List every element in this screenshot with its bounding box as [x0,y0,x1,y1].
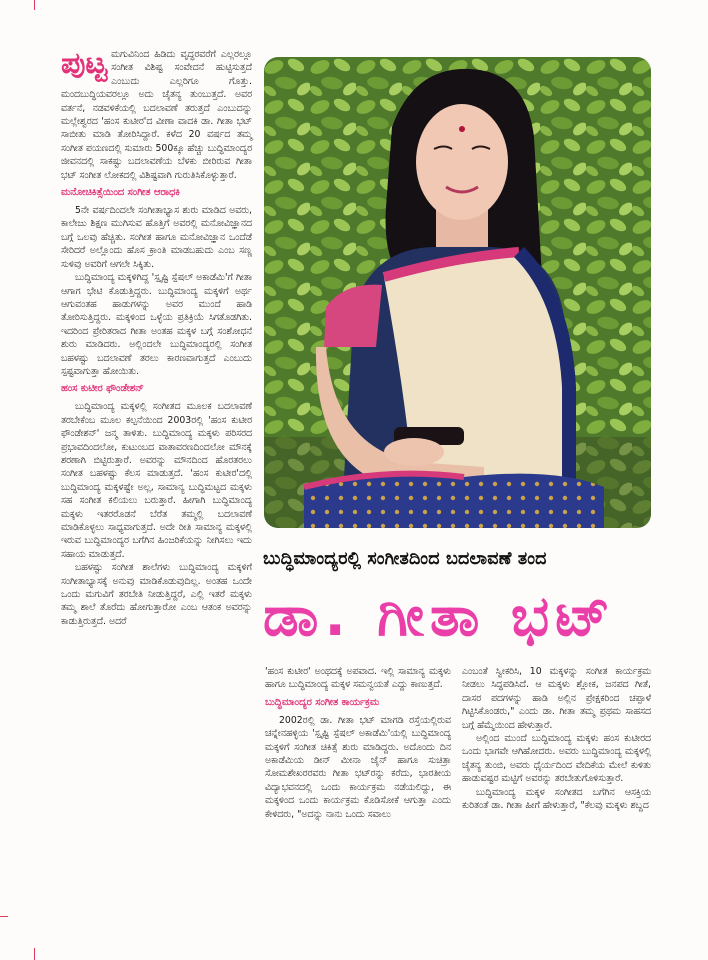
left-column [61,48,252,628]
dropcap: ಪುಟ್ಟ [61,46,108,81]
right-column [462,665,651,812]
right-paragraph-3: ಬುದ್ಧಿಮಾಂದ್ಯ ಮಕ್ಕಳ ಸಂಗೀತದ ಬಗೆಗಿನ ಆಸಕ್ತಿಯ ಕುರಿತಂತೆ ಡಾ. ಗೀತಾ ಹೀಗೆ ಹೇಳುತ್ತಾರೆ, "ಕೆಲವು ಮಕ್ಕಳು ಶಬ್ದದ [462,786,651,812]
middle-column [265,665,451,821]
crop-mark-top [34,0,35,10]
paragraph-3: ಬುದ್ಧಿಮಾಂದ್ಯ ಮಕ್ಕಳಿಗಿದ್ದ 'ಸ್ಪೃಷ್ಟಿ ಸ್ಪೆಷಲ್ ಅಕಾಡೆಮಿ'ಗೆ ಗೀತಾ ಆಗಾಗ ಭೇಟಿ ಕೊಡುತ್ತಿದ್ದರು. ಬುದ್ಧಿಮಾಂದ್ಯ ಮಕ್ಕಳಿಗೆ ಅರ್ಥ ಆಗುವಂತಹ ಹಾಡುಗಳನ್ನು ಅವರ ಮುಂದೆ ಹಾಡಿ ತೋರಿಸುತ್ತಿದ್ದರು. ಮಕ್ಕಳಿಂದ ಒಳ್ಳೆಯ ಪ್ರತಿಕ್ರಿಯೆ ಸಿಗತೊಡಗಿತು. ಇದರಿಂದ ಪ್ರೇರಿತರಾದ ಗೀತಾ ಅಂತಹ ಮಕ್ಕಳ ಬಗ್ಗೆ ಸಂಶೋಧನೆ ಶುರು ಮಾಡಿದರು. ಅಲ್ಲಿಂದಲೇ ಬುದ್ಧಿಮಾಂದ್ಯರಲ್ಲಿ ಸಂಗೀತ ಬಹಳಷ್ಟು ಬದಲಾವಣೆ ತರಲು ಕಾರಣವಾಗುತ್ತದೆ ಎಂಬುದು ಸ್ಪಷ್ಟವಾಗುತ್ತಾ ಹೋಯಿತು. [61,272,252,377]
subhead-music-therapy: ಮನೋಚಿಕಿತ್ಸೆಯಿಂದ ಸಂಗೀತ ಆರಾಧಕಿ [61,187,180,199]
subhead-concert: ಬುದ್ಧಿಮಾಂದ್ಯರ ಸಂಗೀತ ಕಾರ್ಯಕ್ರಮ [265,696,380,708]
portrait-illustration [264,57,651,528]
middle-paragraph: 2002ರಲ್ಲಿ ಡಾ. ಗೀತಾ ಭಟ್ ಮಾಗಡಿ ರಸ್ತೆಯಲ್ಲಿರುವ ಚನ್ನೇನಹಳ್ಳಿಯ 'ಸ್ಪೃಷ್ಟಿ ಸ್ಪೆಷಲ್ ಅಕಾಡೆಮಿ'ಯಲ್ಲಿ ಬುದ್ಧಿಮಾಂದ್ಯ ಮಕ್ಕಳಿಗೆ ಸಂಗೀತ ಚಿಕಿತ್ಸೆ ಶುರು ಮಾಡಿದ್ದರು. ಅದೊಂದು ದಿನ ಅಕಾಡೆಮಿಯ ಡೀನ್ ಮೀನಾ ಜೈನ್ ಹಾಗೂ ಸುಚಿತ್ರಾ ಸೋಮಶೇಖರರವರು ಗೀತಾ ಭಟ್‌ರನ್ನು ಕರೆದು, ಭಾರತೀಯ ವಿದ್ಯಾಭವನದಲ್ಲಿ ಒಂದು ಕಾರ್ಯಕ್ರಮ ನಡೆಯಲಿದ್ದು, ಈ ಮಕ್ಕಳಿಂದ ಒಂದು ಕಾರ್ಯಕ್ರಮ ಕೊಡಿಸೋಕೆ ಆಗುತ್ತಾ ಎಂದು ಕೇಳಿದರು, "ಅದನ್ನು ನಾನು ಒಂದು ಸವಾಲು [265,714,451,820]
middle-top-paragraph: 'ಹಂಸ ಕುಟೀರ' ಅಂಥದಕ್ಕೆ ಅಪವಾದ. ಇಲ್ಲಿ ಸಾಮಾನ್ಯ ಮಕ್ಕಳು ಹಾಗೂ ಬುದ್ಧಿಮಾಂದ್ಯ ಮಕ್ಕಳ ಸಮನ್ವಯತೆ ಎದ್ದು ಕಾಣುತ್ತದೆ. [265,666,451,691]
paragraph-4: ಬುದ್ಧಿಮಾಂದ್ಯ ಮಕ್ಕಳಲ್ಲಿ ಸಂಗೀತದ ಮೂಲಕ ಬದಲಾವಣೆ ತರಬೇಕೆಂಬ ಮೂಲ ಕಲ್ಪನೆಯಿಂದ 2003ರಲ್ಲಿ 'ಹಂಸ ಕುಟೀರ ಫೌಂಡೇಶನ್' ಜನ್ಮ ತಾಳಿತು. ಬುದ್ಧಿಮಾಂದ್ಯ ಮಕ್ಕಳು ಪರಿಸರದ ಪ್ರಭಾವದಿಂದಲೋ, ಕುಟುಂಬದ ವಾತಾವರಣದಿಂದಲೋ ಮೌನಕ್ಕೆ ಶರಣಾಗಿ ಬಿಟ್ಟಿರುತ್ತಾರೆ. ಅವರನ್ನು ಮೌನದಿಂದ ಹೊರತರಲು ಸಂಗೀತ ಬಹಳಷ್ಟು ಕೆಲಸ ಮಾಡುತ್ತದೆ. 'ಹಂಸ ಕುಟೀರ'ದಲ್ಲಿ ಬುದ್ಧಿಮಾಂದ್ಯ ಮಕ್ಕಳಷ್ಟೇ ಅಲ್ಲ, ಸಾಮಾನ್ಯ ಬುದ್ಧಿಮಟ್ಟದ ಮಕ್ಕಳು ಸಹ ಸಂಗೀತ ಕಲಿಯಲು ಬರುತ್ತಾರೆ. ಹೀಗಾಗಿ ಬುದ್ಧಿಮಾಂದ್ಯ ಮಕ್ಕಳು ಇತರರೊಡನೆ ಬೆರೆತ ತಮ್ಮಲ್ಲಿ ಬದಲಾವಣೆ ಮಾಡಿಕೊಳ್ಳಲು ಸಾಧ್ಯವಾಗುತ್ತದೆ. ಅದೇ ರೀತಿ ಸಾಮಾನ್ಯ ಮಕ್ಕಳಲ್ಲಿ ಇರುವ ಬುದ್ಧಿಮಾಂದ್ಯರ ಬಗೆಗಿನ ಹಿಂಜರಿಕೆಯನ್ನು ನೀಗಿಸಲು ಇದು ಸಹಾಯ ಮಾಡುತ್ತದೆ. [61,401,252,560]
crop-mark-bottom [34,948,35,960]
paragraph-5: ಬಹಳಷ್ಟು ಸಂಗೀತ ಶಾಲೆಗಳು ಬುದ್ಧಿಮಾಂದ್ಯ ಮಕ್ಕಳಿಗೆ ಸಂಗೀತಾಭ್ಯಾಸಕ್ಕೆ ಅನುವು ಮಾಡಿಕೊಡುವುದಿಲ್ಲ. ಅಂತಹ ಒಂದೇ ಒಂದು ಮಗುವಿಗೆ ತರಬೇತಿ ನೀಡುತ್ತಿದ್ದರೆ, ಎಲ್ಲಿ ಇತರೆ ಮಕ್ಕಳು ತಮ್ಮ ಶಾಲೆ ತೊರೆದು ಹೋಗುತ್ತಾರೋ ಎಂಬ ಆತಂಕ ಅವರನ್ನು ಕಾಡುತ್ತಿರುತ್ತದೆ. ಅದರೆ [61,562,252,627]
right-paragraph-1: ಎಂಬಂತೆ ಸ್ವೀಕರಿಸಿ, 10 ಮಕ್ಕಳನ್ನು ಸಂಗೀತ ಕಾರ್ಯಕ್ರಮ ನೀಡಲು ಸಿದ್ಧಪಡಿಸಿದೆ. ಆ ಮಕ್ಕಳು ಶ್ಲೋಕ, ಜನಪದ ಗೀತೆ, ದಾಸರ ಪದಗಳನ್ನು ಹಾಡಿ ಅಲ್ಲಿನ ಪ್ರೇಕ್ಷಕರಿಂದ ಚಪ್ಪಾಳೆ ಗಿಟ್ಟಿಸಿಕೊಂಡರು," ಎಂದು ಡಾ. ಗೀತಾ ತಮ್ಮ ಪ್ರಥಮ ಸಾಹಸದ ಬಗ್ಗೆ ಹೆಮ್ಮೆಯಿಂದ ಹೇಳುತ್ತಾರೆ. [462,666,651,731]
crop-mark-left [0,916,8,917]
intro-text: ಮಗುವಿನಿಂದ ಹಿಡಿದು ವೃದ್ಧರವರೆಗೆ ಎಲ್ಲರಲ್ಲೂ ಸಂಗೀತ ವಿಶಿಷ್ಟ ಸಂವೇದನೆ ಹುಟ್ಟಿಸುತ್ತದೆ ಎಂಬುದು ಎಲ್ಲರಿಗೂ ಗೊತ್ತು. ಮಂದಬುದ್ಧಿಯವರಲ್ಲೂ ಅದು ಚೈತನ್ಯ ತುಂಬುತ್ತದೆ. ಅವರ ವರ್ತನೆ, ನಡವಳಿಕೆಯಲ್ಲಿ ಬದಲಾವಣೆ ತರುತ್ತದೆ ಎಂಬುದನ್ನು ಮಲ್ಲೇಶ್ವರದ 'ಹಂಸ ಕುಟೀರ'ದ ವೀಣಾ ವಾದಕಿ ಡಾ. ಗೀತಾ ಭಟ್ ಸಾಬೀತು ಮಾಡಿ ತೋರಿಸಿದ್ದಾರೆ. ಕಳೆದ 20 ವರ್ಷದ ತಮ್ಮ ಸಂಗೀತ ಪಯಣದಲ್ಲಿ ಸುಮಾರು 500ಕ್ಕೂ ಹೆಚ್ಚು ಬುದ್ಧಿಮಾಂದ್ಯರ ಜೀವನದಲ್ಲಿ ಸಾಕಷ್ಟು ಬದಲಾವಣೆಯ ಬೆಳಕು ಬೀರಿರುವ ಗೀತಾ ಭಟ್ ಸಂಗೀತ ಲೋಕದಲ್ಲಿ ವಿಶಿಷ್ಟವಾಗಿ ಗುರುತಿಸಿಕೊಳ್ಳುತ್ತಾರೆ. [61,49,252,181]
headline-kicker: ಬುದ್ಧಿಮಾಂದ್ಯರಲ್ಲಿ ಸಂಗೀತದಿಂದ ಬದಲಾವಣೆ ತಂದ [263,549,547,569]
subhead-foundation: ಹಂಸ ಕುಟೀರ ಫೌಂಡೇಶನ್ [61,383,144,395]
paragraph-2: 5ನೇ ವರ್ಷದಿಂದಲೇ ಸಂಗೀತಾಭ್ಯಾಸ ಶುರು ಮಾಡಿದ ಅವರು, ಕಾಲೇಜು ಶಿಕ್ಷಣ ಮುಗಿಸುವ ಹೊತ್ತಿಗೆ ಅವರಲ್ಲಿ ಮನೋವಿಜ್ಞಾನದ ಬಗ್ಗೆ ಒಲವು ಹೆಚ್ಚಿತು. ಸಂಗೀತ ಹಾಗೂ ಮನೋವಿಜ್ಞಾನ ಒಂದೆಡೆ ಸೇರಿದರೆ ಅಲ್ಲೊಂದು ಹೊಸ ಕ್ರಾಂತಿ ಮಾಡಬಹುದು ಎಂಬ ಸಣ್ಣ ಸುಳಿವು ಅವರಿಗೆ ಆಗಲೇ ಸಿಕ್ಕಿತು. [61,205,252,270]
headline-name: ಡಾ. ಗೀತಾ ಭಟ್ [263,584,616,649]
right-paragraph-2: ಅಲ್ಲಿಂದ ಮುಂದೆ ಬುದ್ಧಿಮಾಂದ್ಯ ಮಕ್ಕಳು ಹಂಸ ಕುಟೀರದ ಒಂದು ಭಾಗವೇ ಆಗಿಹೋದರು. ಅವರು ಬುದ್ಧಿಮಾಂದ್ಯ ಮಕ್ಕಳಲ್ಲಿ ಚೈತನ್ಯ ತುಂಬಿ, ಅವರು ಧೈರ್ಯದಿಂದ ವೇದಿಕೆಯ ಮೇಲೆ ಕುಳಿತು ಹಾಡುವಷ್ಟರ ಮಟ್ಟಿಗೆ ಅವರನ್ನು ತರಬೇತುಗೊಳಿಸುತ್ತಾರೆ. [462,733,651,785]
intro-paragraph [61,48,252,182]
portrait-photo [264,57,651,528]
